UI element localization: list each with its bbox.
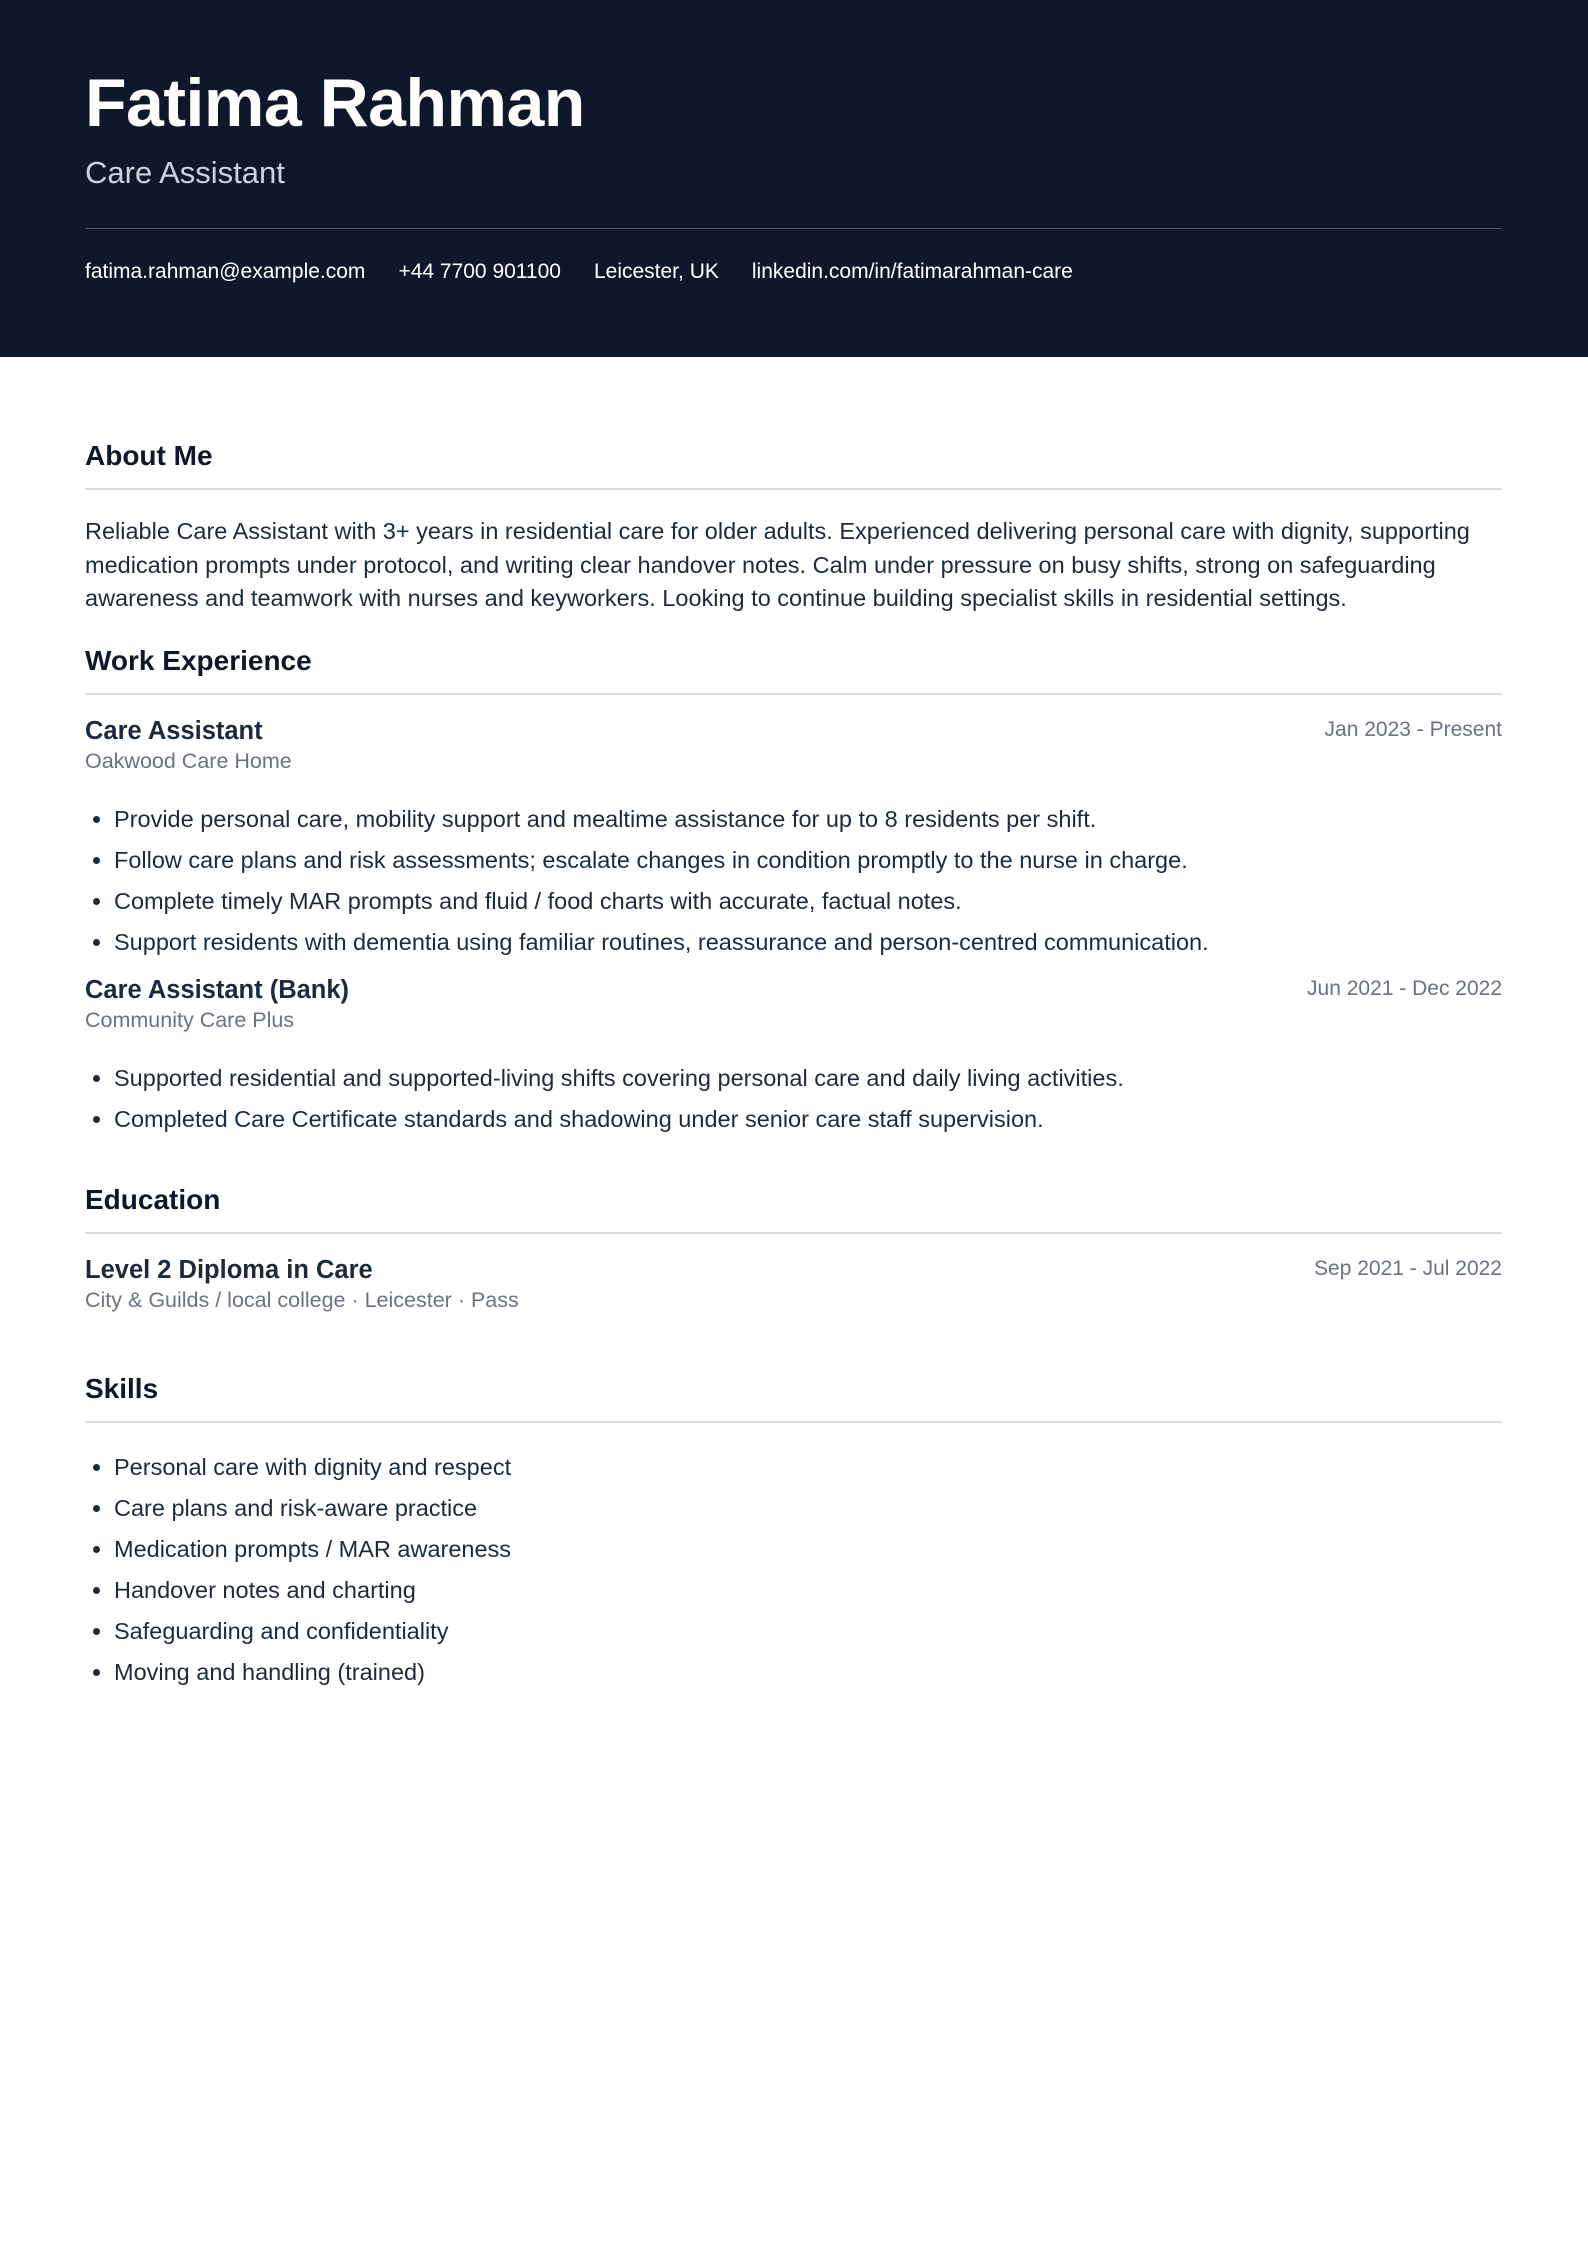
job-header: [85, 974, 1502, 1006]
list-item: • Moving and handling (trained): [114, 1652, 1502, 1693]
list-item: • Follow care plans and risk assessments; escalate changes in condition promptly to the nurse in charge.: [114, 840, 1502, 881]
list-item: • Care plans and risk-aware practice: [114, 1488, 1502, 1529]
job-bullets: [85, 1058, 1502, 1140]
job-header: [85, 715, 1502, 747]
skills-list: [85, 1447, 1502, 1693]
contact-phone: +44 7700 901100: [398, 260, 561, 283]
job-bullets: [85, 799, 1502, 963]
qualification-title: Level 2 Diploma in Care: [85, 1255, 373, 1284]
skills-heading: Skills: [85, 1372, 159, 1404]
job-title: Care Assistant: [85, 716, 263, 745]
list-item: • Supported residential and supported-living shifts covering personal care and daily living activities.: [114, 1058, 1502, 1099]
job-employer: Community Care Plus: [85, 1007, 295, 1032]
section-divider: [85, 1232, 1502, 1234]
list-item: • Handover notes and charting: [114, 1570, 1502, 1611]
education-entry: [85, 1254, 1502, 1314]
contact-location: Leicester, UK: [593, 260, 719, 283]
about-heading: About Me: [85, 440, 213, 471]
job-employer: Oakwood Care Home: [85, 748, 292, 773]
job-entry: [85, 974, 1502, 1140]
resume-body: [85, 436, 1502, 1693]
job-dates: Jan 2023 - Present: [1324, 717, 1502, 741]
candidate-name: Fatima Rahman: [85, 65, 585, 141]
education-heading: Education: [85, 1183, 221, 1215]
section-divider: [85, 1421, 1502, 1423]
education-details: City & Guilds / local college · Leicester · Pass: [85, 1287, 519, 1312]
skills-section: [85, 1369, 1502, 1693]
list-item: • Personal care with dignity and respect: [114, 1447, 1502, 1488]
contact-email: fatima.rahman@example.com: [85, 260, 366, 283]
about-section: [85, 436, 1502, 616]
education-section: [85, 1180, 1502, 1314]
section-divider: [85, 488, 1502, 490]
job-title: Care Assistant (Bank): [85, 975, 350, 1004]
resume-header: [0, 0, 1588, 357]
contact-row: [85, 259, 1503, 285]
job-dates: Jun 2021 - Dec 2022: [1307, 976, 1502, 1000]
education-dates: Sep 2021 - Jul 2022: [1314, 1256, 1502, 1280]
list-item: • Provide personal care, mobility support and mealtime assistance for up to 8 residents per shift.: [114, 799, 1502, 840]
list-item: • Safeguarding and confidentiality: [114, 1611, 1502, 1652]
list-item: • Support residents with dementia using familiar routines, reassurance and person-centred communication.: [114, 922, 1502, 963]
contact-linkedin: linkedin.com/in/fatimarahman-care: [751, 260, 1073, 283]
candidate-role: Care Assistant: [85, 155, 285, 190]
experience-section: [85, 641, 1502, 1140]
experience-heading: Work Experience: [85, 644, 312, 676]
list-item: • Medication prompts / MAR awareness: [114, 1529, 1502, 1570]
about-text: Reliable Care Assistant with 3+ years in residential care for older adults. Experienced delivering personal care with dignity, supporting medication prompts under protocol, and writing clear handover notes. Calm under pressure on busy shifts, strong on safeguarding awareness and teamwork with nurses and keyworkers. Looking to continue building specialist skills in residential settings.: [85, 518, 1470, 611]
list-item: • Completed Care Certificate standards and shadowing under senior care staff supervision.: [114, 1099, 1502, 1140]
list-item: • Complete timely MAR prompts and fluid / food charts with accurate, factual notes.: [114, 881, 1502, 922]
education-header: [85, 1254, 1502, 1286]
job-entry: [85, 715, 1502, 963]
header-divider: [85, 228, 1502, 229]
section-divider: [85, 693, 1502, 695]
